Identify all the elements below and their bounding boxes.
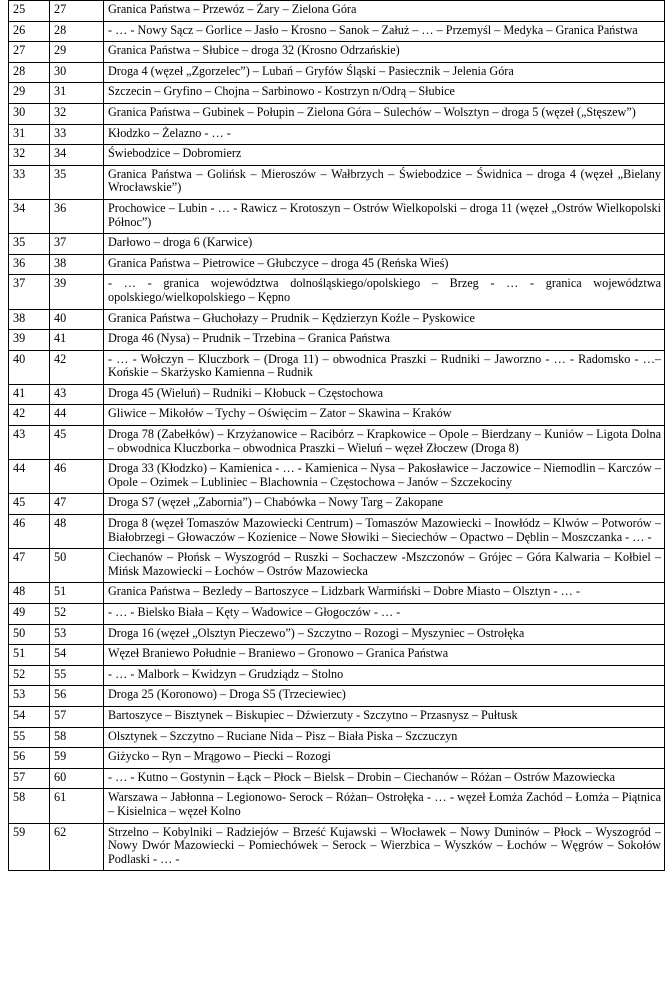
row-number-cell: 28: [9, 62, 50, 83]
road-number-cell: 36: [50, 199, 104, 233]
table-row: [9, 330, 665, 351]
row-number-cell: 51: [9, 645, 50, 666]
route-description-cell: Strzelno – Kobylniki – Radziejów – Brześć Kujawski – Włocławek – Nowy Duninów – Płock – Wyszogród – Nowy Dwór Mazowiecki – Pomiechówek – Serock – Wierzbica – Wyszków – Łochów – Węgrów – Sokołów Podlaski - … -: [104, 823, 665, 871]
road-number-cell: 39: [50, 275, 104, 309]
road-number-cell: 37: [50, 234, 104, 255]
route-description-cell: Granica Państwa – Bezledy – Bartoszyce – Lidzbark Warmiński – Dobre Miasto – Olsztyn - … -: [104, 583, 665, 604]
road-number-cell: 34: [50, 145, 104, 166]
table-row: [9, 83, 665, 104]
road-number-cell: 29: [50, 42, 104, 63]
table-row: [9, 350, 665, 384]
row-number-cell: 40: [9, 350, 50, 384]
route-description-cell: Granica Państwa – Pietrowice – Głubczyce – droga 45 (Reńska Wieś): [104, 254, 665, 275]
route-description-cell: Granica Państwa – Gubinek – Połupin – Zielona Góra – Sulechów – Wolsztyn – droga 5 (węzeł („Stęszew”): [104, 103, 665, 124]
route-description-cell: Droga 46 (Nysa) – Prudnik – Trzebina – Granica Państwa: [104, 330, 665, 351]
road-number-cell: 35: [50, 165, 104, 199]
road-number-cell: 31: [50, 83, 104, 104]
road-number-cell: 41: [50, 330, 104, 351]
table-row: [9, 145, 665, 166]
road-number-cell: 58: [50, 727, 104, 748]
row-number-cell: 47: [9, 549, 50, 583]
route-description-cell: Kłodzko – Żelazno - … -: [104, 124, 665, 145]
road-number-cell: 56: [50, 686, 104, 707]
row-number-cell: 54: [9, 706, 50, 727]
route-description-cell: Szczecin – Gryfino – Chojna – Sarbinowo - Kostrzyn n/Odrą – Słubice: [104, 83, 665, 104]
route-description-cell: Granica Państwa – Przewóz – Żary – Zielona Góra: [104, 1, 665, 22]
route-description-cell: Droga 16 (węzeł „Olsztyn Pieczewo”) – Szczytno – Rozogi – Myszyniec – Ostrołęka: [104, 624, 665, 645]
table-row: [9, 405, 665, 426]
table-row: [9, 21, 665, 42]
row-number-cell: 49: [9, 604, 50, 625]
road-number-cell: 61: [50, 789, 104, 823]
table-row: [9, 706, 665, 727]
road-number-cell: 55: [50, 665, 104, 686]
row-number-cell: 48: [9, 583, 50, 604]
road-number-cell: 54: [50, 645, 104, 666]
table-row: [9, 727, 665, 748]
road-number-cell: 50: [50, 549, 104, 583]
road-number-cell: 44: [50, 405, 104, 426]
route-description-cell: - … - Bielsko Biała – Kęty – Wadowice – Głogoczów - … -: [104, 604, 665, 625]
table-row: [9, 384, 665, 405]
table-row: [9, 823, 665, 871]
table-row: [9, 62, 665, 83]
table-row: [9, 275, 665, 309]
route-description-cell: Gliwice – Mikołów – Tychy – Oświęcim – Zator – Skawina – Kraków: [104, 405, 665, 426]
table-row: [9, 234, 665, 255]
table-row: [9, 103, 665, 124]
road-number-cell: 27: [50, 1, 104, 22]
road-number-cell: 52: [50, 604, 104, 625]
road-number-cell: 46: [50, 460, 104, 494]
table-row: [9, 645, 665, 666]
route-description-cell: - … - Malbork – Kwidzyn – Grudziądz – Stolno: [104, 665, 665, 686]
row-number-cell: 26: [9, 21, 50, 42]
row-number-cell: 59: [9, 823, 50, 871]
route-description-cell: - … - Wołczyn – Kluczbork – (Droga 11) – obwodnica Praszki – Rudniki – Jaworzno - … - Radomsko - …– Końskie – Skarżysko Kamienna – Rudnik: [104, 350, 665, 384]
route-description-cell: Droga 4 (węzeł „Zgorzelec”) – Lubań – Gryfów Śląski – Pasiecznik – Jelenia Góra: [104, 62, 665, 83]
row-number-cell: 44: [9, 460, 50, 494]
roads-table-body: [9, 1, 665, 871]
table-row: [9, 124, 665, 145]
table-row: [9, 624, 665, 645]
row-number-cell: 46: [9, 515, 50, 549]
route-description-cell: Świebodzice – Dobromierz: [104, 145, 665, 166]
road-number-cell: 33: [50, 124, 104, 145]
route-description-cell: Droga S7 (węzeł „Zabornia”) – Chabówka – Nowy Targ – Zakopane: [104, 494, 665, 515]
row-number-cell: 39: [9, 330, 50, 351]
row-number-cell: 32: [9, 145, 50, 166]
table-row: [9, 748, 665, 769]
road-number-cell: 43: [50, 384, 104, 405]
route-description-cell: Giżycko – Ryn – Mrągowo – Piecki – Rozogi: [104, 748, 665, 769]
route-description-cell: Droga 25 (Koronowo) – Droga S5 (Trzeciewiec): [104, 686, 665, 707]
row-number-cell: 58: [9, 789, 50, 823]
roads-table: [8, 0, 665, 871]
route-description-cell: Ciechanów – Płońsk – Wyszogród – Ruszki – Sochaczew -Mszczonów – Grójec – Góra Kalwaria – Kołbiel – Mińsk Mazowiecki – Łochów – Ostrów Mazowiecka: [104, 549, 665, 583]
row-number-cell: 45: [9, 494, 50, 515]
road-number-cell: 42: [50, 350, 104, 384]
route-description-cell: Olsztynek – Szczytno – Ruciane Nida – Pisz – Biała Piska – Szczuczyn: [104, 727, 665, 748]
route-description-cell: - … - granica województwa dolnośląskiego/opolskiego – Brzeg - … - granica województwa opolskiego/wielkopolskiego – Kępno: [104, 275, 665, 309]
road-number-cell: 62: [50, 823, 104, 871]
road-number-cell: 45: [50, 426, 104, 460]
road-number-cell: 30: [50, 62, 104, 83]
row-number-cell: 57: [9, 768, 50, 789]
route-description-cell: Darłowo – droga 6 (Karwice): [104, 234, 665, 255]
route-description-cell: Granica Państwa – Słubice – droga 32 (Krosno Odrzańskie): [104, 42, 665, 63]
road-number-cell: 40: [50, 309, 104, 330]
route-description-cell: Węzeł Braniewo Południe – Braniewo – Gronowo – Granica Państwa: [104, 645, 665, 666]
route-description-cell: Bartoszyce – Bisztynek – Biskupiec – Dźwierzuty - Szczytno – Przasnysz – Pułtusk: [104, 706, 665, 727]
table-row: [9, 604, 665, 625]
road-number-cell: 59: [50, 748, 104, 769]
route-description-cell: Warszawa – Jabłonna – Legionowo- Serock – Różan– Ostrołęka - … - węzeł Łomża Zachód – Łomża – Piątnica – Kisielnica – węzeł Kolno: [104, 789, 665, 823]
row-number-cell: 30: [9, 103, 50, 124]
row-number-cell: 27: [9, 42, 50, 63]
table-row: [9, 515, 665, 549]
row-number-cell: 52: [9, 665, 50, 686]
table-row: [9, 686, 665, 707]
route-description-cell: Droga 8 (węzeł Tomaszów Mazowiecki Centrum) – Tomaszów Mazowiecki – Inowłódz – Klwów – Potworów – Białobrzegi – Głowaczów – Kozienice – Nowe Słowiki – Sieciechów – Opactwo – Dęblin – Moszczanka - … -: [104, 515, 665, 549]
route-description-cell: Prochowice – Lubin - … - Rawicz – Krotoszyn – Ostrów Wielkopolski – droga 11 (węzeł „Ostrów Wielkopolski Północ”): [104, 199, 665, 233]
row-number-cell: 53: [9, 686, 50, 707]
row-number-cell: 50: [9, 624, 50, 645]
row-number-cell: 38: [9, 309, 50, 330]
table-row: [9, 549, 665, 583]
row-number-cell: 36: [9, 254, 50, 275]
table-row: [9, 309, 665, 330]
row-number-cell: 43: [9, 426, 50, 460]
road-number-cell: 60: [50, 768, 104, 789]
table-row: [9, 768, 665, 789]
road-number-cell: 47: [50, 494, 104, 515]
row-number-cell: 37: [9, 275, 50, 309]
table-row: [9, 494, 665, 515]
route-description-cell: Granica Państwa – Golińsk – Mieroszów – Wałbrzych – Świebodzice – Świdnica – droga 4 (węzeł „Bielany Wrocławskie”): [104, 165, 665, 199]
row-number-cell: 34: [9, 199, 50, 233]
table-row: [9, 254, 665, 275]
row-number-cell: 29: [9, 83, 50, 104]
route-description-cell: - … - Kutno – Gostynin – Łąck – Płock – Bielsk – Drobin – Ciechanów – Różan – Ostrów Mazowiecka: [104, 768, 665, 789]
road-number-cell: 48: [50, 515, 104, 549]
road-number-cell: 53: [50, 624, 104, 645]
route-description-cell: Droga 78 (Zabełków) – Krzyżanowice – Racibórz – Krapkowice – Opole – Bierdzany – Kuniów – Ligota Dolna – obwodnica Kluczborka – obwodnica Praszki – Wieluń – węzeł Złoczew (Droga 8): [104, 426, 665, 460]
row-number-cell: 55: [9, 727, 50, 748]
road-number-cell: 28: [50, 21, 104, 42]
row-number-cell: 33: [9, 165, 50, 199]
table-row: [9, 1, 665, 22]
route-description-cell: Droga 45 (Wieluń) – Rudniki – Kłobuck – Częstochowa: [104, 384, 665, 405]
road-number-cell: 57: [50, 706, 104, 727]
table-row: [9, 199, 665, 233]
row-number-cell: 25: [9, 1, 50, 22]
table-row: [9, 460, 665, 494]
table-row: [9, 165, 665, 199]
route-description-cell: Granica Państwa – Głuchołazy – Prudnik – Kędzierzyn Koźle – Pyskowice: [104, 309, 665, 330]
route-description-cell: Droga 33 (Kłodzko) – Kamienica - … - Kamienica – Nysa – Pakosławice – Jaczowice – Niemodlin – Karczów – Opole – Ozimek – Lubliniec – Blachownia – Częstochowa – Janów – Szczekociny: [104, 460, 665, 494]
document-page: [8, 0, 664, 871]
row-number-cell: 35: [9, 234, 50, 255]
row-number-cell: 56: [9, 748, 50, 769]
table-row: [9, 42, 665, 63]
route-description-cell: - … - Nowy Sącz – Gorlice – Jasło – Krosno – Sanok – Załuż – … – Przemyśl – Medyka – Granica Państwa: [104, 21, 665, 42]
road-number-cell: 38: [50, 254, 104, 275]
road-number-cell: 32: [50, 103, 104, 124]
table-row: [9, 583, 665, 604]
table-row: [9, 789, 665, 823]
row-number-cell: 31: [9, 124, 50, 145]
road-number-cell: 51: [50, 583, 104, 604]
table-row: [9, 426, 665, 460]
table-row: [9, 665, 665, 686]
row-number-cell: 42: [9, 405, 50, 426]
row-number-cell: 41: [9, 384, 50, 405]
